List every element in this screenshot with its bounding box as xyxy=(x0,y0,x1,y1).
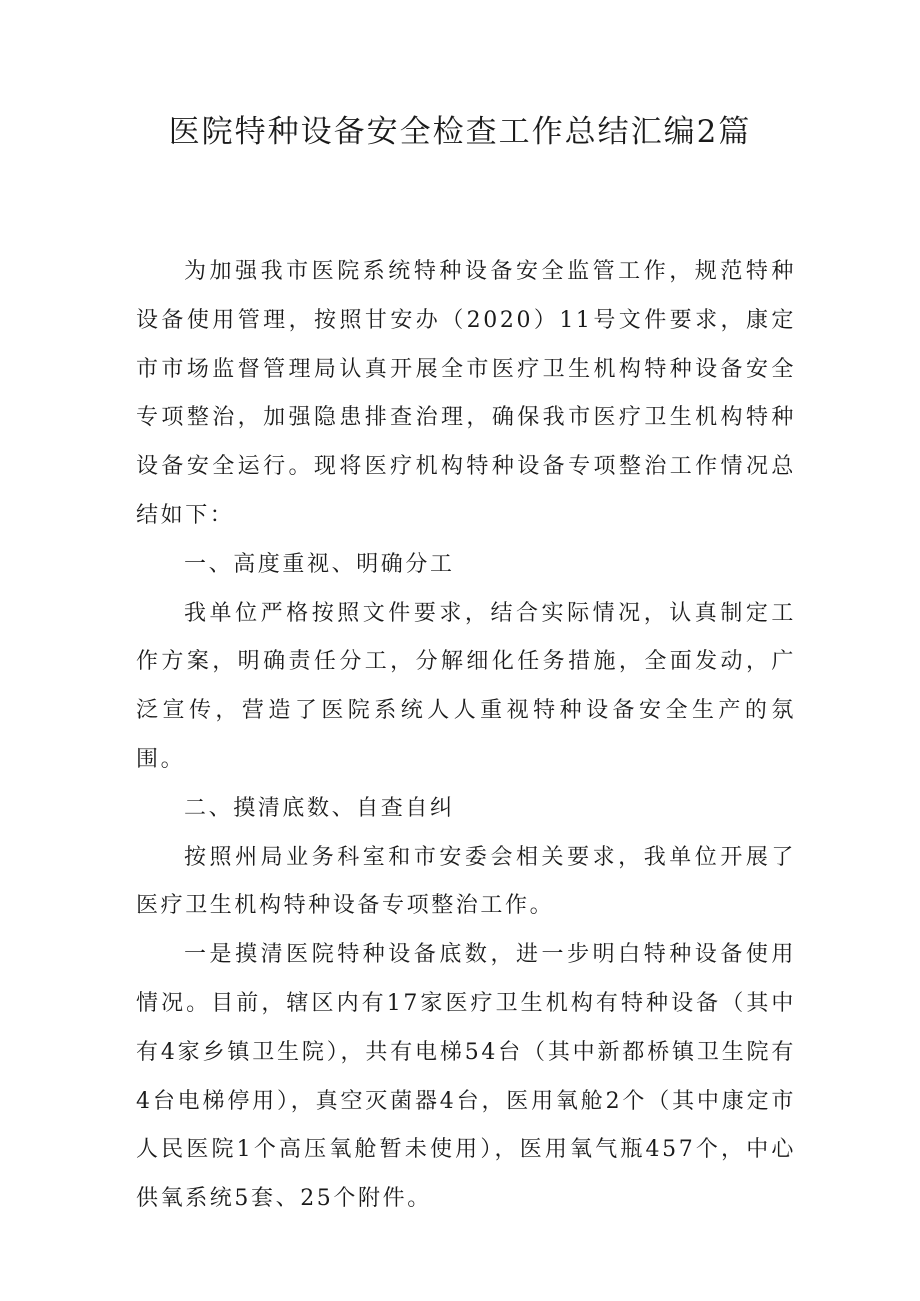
section-heading-2: 二、摸清底数、自查自纠 xyxy=(184,795,455,821)
section-1-paragraph: 我单位严格按照文件要求，结合实际情况，认真制定工作方案，明确责任分工，分解细化任务措施，全面发动，广泛宣传，营造了医院系统人人重视特种设备安全生产的氛围。 xyxy=(136,600,796,772)
section-heading-1: 一、高度重视、明确分工 xyxy=(184,551,455,577)
section-2-detail-paragraph: 一是摸清医院特种设备底数，进一步明白特种设备使用情况。目前，辖区内有17家医疗卫生机构有特种设备（其中有4家乡镇卫生院），共有电梯54台（其中新都桥镇卫生院有4台电梯停用），真空灭菌器4台，医用氧舱2个（其中康定市人民医院1个高压氧舱暂未使用），医用氧气瓶457个，中心供氧系统5套、25个附件。 xyxy=(136,942,796,1212)
document-body xyxy=(136,248,796,1224)
document-title: 医院特种设备安全检查工作总结汇编2篇 xyxy=(168,114,752,150)
section-2-paragraph: 按照州局业务科室和市安委会相关要求，我单位开展了医疗卫生机构特种设备专项整治工作。 xyxy=(136,844,796,919)
intro-paragraph: 为加强我市医院系统特种设备安全监管工作，规范特种设备使用管理，按照甘安办（2020）11号文件要求，康定市市场监督管理局认真开展全市医疗卫生机构特种设备安全专项整治，加强隐患排查治理，确保我市医疗卫生机构特种设备安全运行。现将医疗机构特种设备专项整治工作情况总结如下： xyxy=(136,259,796,528)
